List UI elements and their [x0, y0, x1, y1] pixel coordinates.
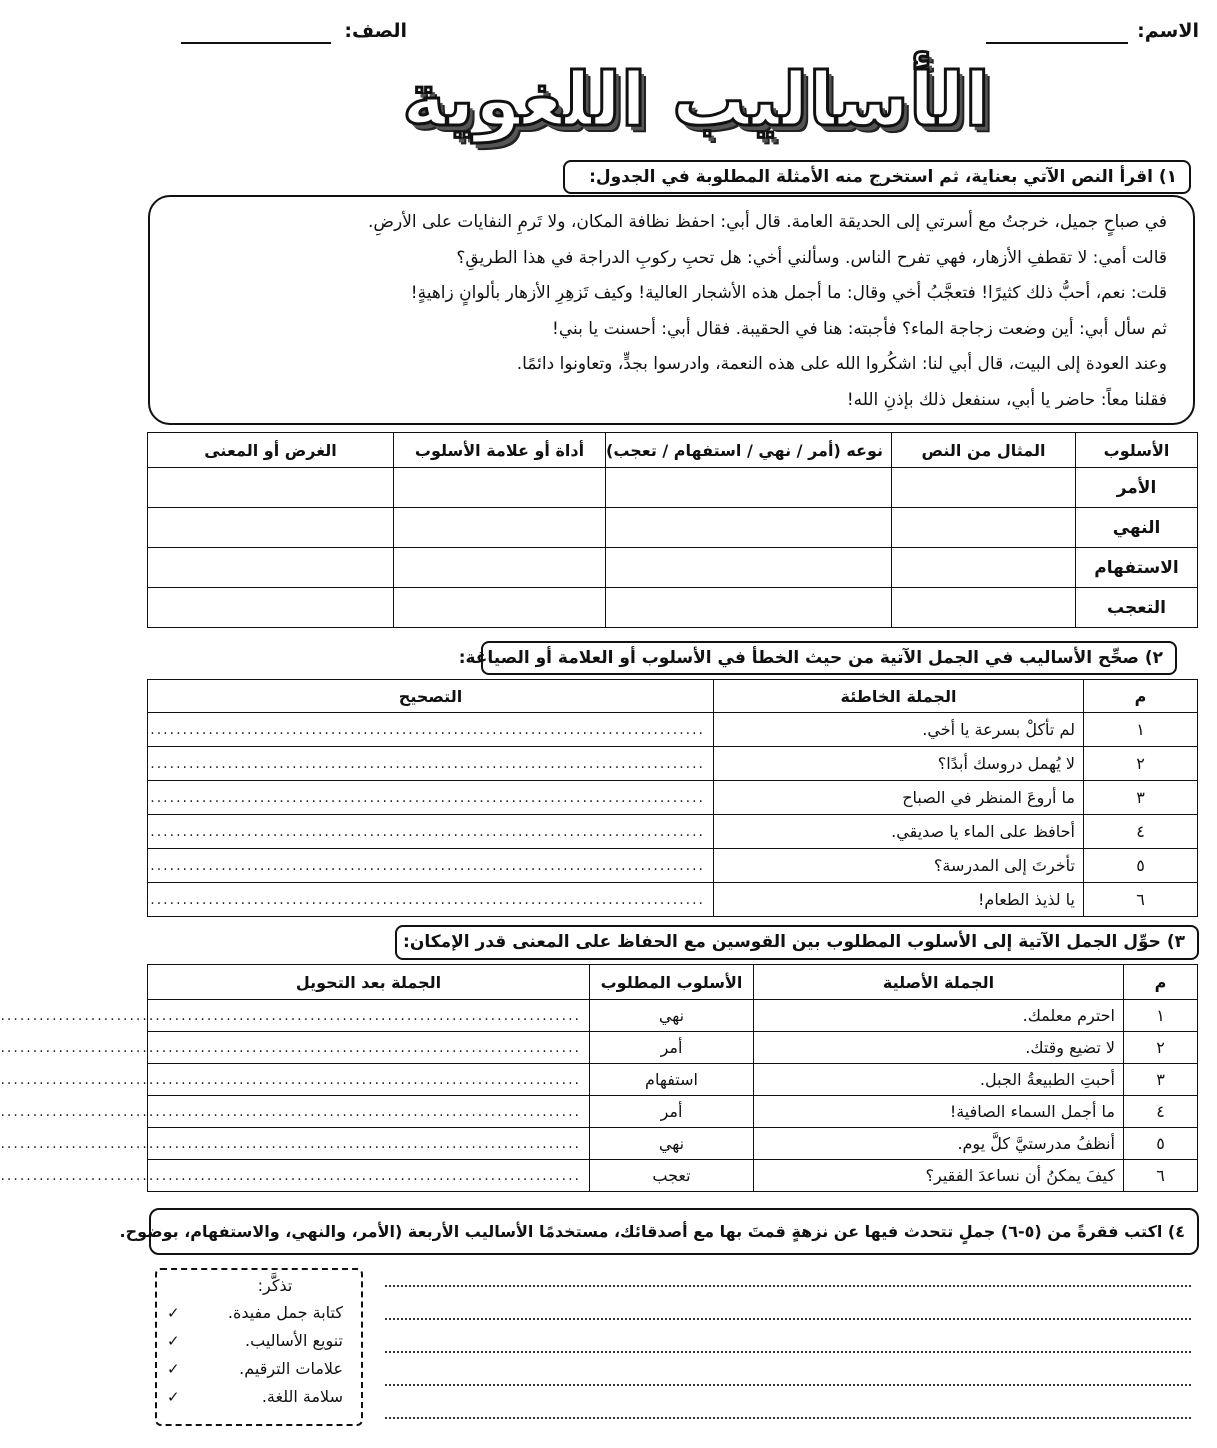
original-sentence: كيفَ يمكنُ أن نساعدَ الفقير؟ [754, 1160, 1124, 1192]
table-row [148, 588, 1198, 628]
passage-line: في صباحٍ جميل، خرجتُ مع أسرتي إلى الحديقة العامة. قال أبي: احفظ نظافة المكان، ولا تَرمِ النفايات على الأرضِ. [368, 212, 1167, 232]
table-row [148, 468, 1198, 508]
table-row [148, 747, 1198, 781]
required-style: نهي [590, 1128, 754, 1160]
answer-cell[interactable] [148, 548, 394, 588]
answer-cell[interactable] [892, 508, 1076, 548]
correction-answer-line[interactable]: ...................................................................................... [148, 883, 714, 917]
transformed-answer-line[interactable]: .......................................................................................... [148, 1032, 590, 1064]
table-row [148, 1160, 1198, 1192]
row-number: ١ [1084, 713, 1198, 747]
row-number: ٤ [1124, 1096, 1198, 1128]
row-number: ١ [1124, 1000, 1198, 1032]
transformed-answer-line[interactable]: .......................................................................................... [148, 1096, 590, 1128]
remember-item-text: سلامة اللغة. [261, 1387, 343, 1406]
table-row [148, 1032, 1198, 1064]
name-blank-line[interactable] [986, 42, 1128, 44]
wrong-sentence: تأخرتَ إلى المدرسة؟ [714, 849, 1084, 883]
remember-item-text: علامات الترقيم. [239, 1359, 343, 1378]
transformed-answer-line[interactable]: .......................................................................................... [148, 1160, 590, 1192]
col-header-number: م [1084, 680, 1198, 713]
table-row [148, 883, 1198, 917]
q2-instruction: ٢) صحِّح الأساليب في الجمل الآتية من حيث الخطأ في الأسلوب أو العلامة أو الصياغة: [481, 641, 1177, 675]
remember-item [167, 1299, 343, 1327]
table-row [148, 1064, 1198, 1096]
table-row [148, 849, 1198, 883]
answer-cell[interactable] [606, 508, 892, 548]
q4-instruction: ٤) اكتب فقرةً من (٥-٦) جملٍ تتحدث فيها عن نزهةٍ قمتَ بها مع أصدقائك، مستخدمًا الأساليب الأربعة (الأمر، والنهي، والاستفهام، بوضوح. [149, 1208, 1199, 1255]
row-label-prohibition: النهي [1076, 508, 1198, 548]
original-sentence: أنظفُ مدرستيَّ كلَّ يوم. [754, 1128, 1124, 1160]
col-header-type: نوعه (أمر / نهي / استفهام / تعجب) [606, 433, 892, 468]
passage-line: فقلنا معاً: حاضر يا أبي، سنفعل ذلك بإذنِ الله! [846, 389, 1167, 410]
checkmark-icon: ✓ [167, 1388, 180, 1406]
row-number: ٢ [1124, 1032, 1198, 1064]
row-number: ٥ [1124, 1128, 1198, 1160]
q1-instruction: ١) اقرأ النص الآتي بعناية، ثم استخرج منه الأمثلة المطلوبة في الجدول: [563, 160, 1191, 194]
checkmark-icon: ✓ [167, 1304, 180, 1322]
original-sentence: أحبتِ الطبيعةُ الجبل. [754, 1064, 1124, 1096]
passage-line: وعند العودة إلى البيت، قال أبي لنا: اشكُروا الله على هذه النعمة، وادرسوا بجدٍّ، وتعاونوا دائمًا. [516, 354, 1167, 374]
answer-cell[interactable] [606, 588, 892, 628]
original-sentence: لا تضيع وقتك. [754, 1032, 1124, 1064]
col-header-transformed-sentence: الجملة بعد التحويل [148, 965, 590, 1000]
transformed-answer-line[interactable]: .......................................................................................... [148, 1128, 590, 1160]
wrong-sentence: ما أروعَ المنظر في الصباح [714, 781, 1084, 815]
row-number: ٢ [1084, 747, 1198, 781]
wrong-sentence: أحافظ على الماء يا صديقي. [714, 815, 1084, 849]
row-number: ٤ [1084, 815, 1198, 849]
col-header-tool: أداة أو علامة الأسلوب [394, 433, 606, 468]
row-number: ٣ [1084, 781, 1198, 815]
remember-box [155, 1268, 363, 1426]
required-style: أمر [590, 1096, 754, 1128]
answer-cell[interactable] [148, 508, 394, 548]
remember-item [167, 1383, 343, 1411]
passage-box [148, 195, 1195, 425]
row-label-question: الاستفهام [1076, 548, 1198, 588]
writing-line[interactable] [385, 1318, 1191, 1320]
row-label-exclamation: التعجب [1076, 588, 1198, 628]
transformed-answer-line[interactable]: .......................................................................................... [148, 1064, 590, 1096]
remember-item [167, 1355, 343, 1383]
styles-extraction-table [147, 432, 1198, 628]
row-label-command: الأمر [1076, 468, 1198, 508]
checkmark-icon: ✓ [167, 1332, 180, 1350]
row-number: ٣ [1124, 1064, 1198, 1096]
answer-cell[interactable] [148, 468, 394, 508]
writing-line[interactable] [385, 1285, 1191, 1287]
checkmark-icon: ✓ [167, 1360, 180, 1378]
original-sentence: احترم معلمك. [754, 1000, 1124, 1032]
answer-cell[interactable] [394, 508, 606, 548]
class-blank-line[interactable] [181, 42, 331, 44]
writing-line[interactable] [385, 1417, 1191, 1419]
col-header-original-sentence: الجملة الأصلية [754, 965, 1124, 1000]
table-row [148, 548, 1198, 588]
wrong-sentence: لم تأكلْ بسرعة يا أخي. [714, 713, 1084, 747]
remember-item [167, 1327, 343, 1355]
correction-answer-line[interactable]: ...................................................................................... [148, 713, 714, 747]
transformed-answer-line[interactable]: .......................................................................................... [148, 1000, 590, 1032]
table-row [148, 508, 1198, 548]
passage-line: قالت أمي: لا تقطفِ الأزهار، فهي تفرح الناس. وسألني أخي: هل تحبِ ركوبِ الدراجة في هذا الطريقِ؟ [456, 247, 1167, 268]
answer-cell[interactable] [892, 468, 1076, 508]
table-row [148, 815, 1198, 849]
name-label: الاسم: [1137, 20, 1199, 42]
table-row [148, 1128, 1198, 1160]
col-header-purpose: الغرض أو المعنى [148, 433, 394, 468]
transformation-table [0, 964, 1198, 1192]
page-title: الأساليب اللغوية [402, 57, 990, 143]
correction-answer-line[interactable]: ...................................................................................... [148, 747, 714, 781]
required-style: استفهام [590, 1064, 754, 1096]
col-header-required-style: الأسلوب المطلوب [590, 965, 754, 1000]
answer-cell[interactable] [606, 548, 892, 588]
remember-item-text: تنويع الأساليب. [245, 1331, 343, 1350]
col-header-wrong-sentence: الجملة الخاطئة [714, 680, 1084, 713]
wrong-sentence: يا لذيذ الطعام! [714, 883, 1084, 917]
col-header-number: م [1124, 965, 1198, 1000]
row-number: ٦ [1124, 1160, 1198, 1192]
table-row [148, 1000, 1198, 1032]
correction-table [147, 679, 1198, 917]
correction-answer-line[interactable]: ...................................................................................... [148, 781, 714, 815]
answer-cell[interactable] [394, 468, 606, 508]
q3-instruction: ٣) حوِّل الجمل الآتية إلى الأسلوب المطلوب بين القوسين مع الحفاظ على المعنى قدر الإمكان: [395, 925, 1199, 960]
class-label: الصف: [344, 20, 407, 42]
wrong-sentence: لا يُهمل دروسك أبدًا؟ [714, 747, 1084, 781]
answer-cell[interactable] [892, 588, 1076, 628]
remember-item-text: كتابة جمل مفيدة. [227, 1303, 343, 1322]
answer-cell[interactable] [892, 548, 1076, 588]
remember-title: تذكَّر: [257, 1276, 293, 1295]
table-row [148, 781, 1198, 815]
col-header-correction: التصحيح [148, 680, 714, 713]
answer-cell[interactable] [394, 588, 606, 628]
writing-line[interactable] [385, 1384, 1191, 1386]
table-row [148, 1096, 1198, 1128]
writing-line[interactable] [385, 1351, 1191, 1353]
col-header-style: الأسلوب [1076, 433, 1198, 468]
table-row [148, 713, 1198, 747]
passage-line: ثم سأل أبي: أين وضعت زجاجة الماء؟ فأجبته: هنا في الحقيبة. فقال أبي: أحسنت يا بني! [552, 318, 1167, 339]
answer-cell[interactable] [606, 468, 892, 508]
col-header-example: المثال من النص [892, 433, 1076, 468]
required-style: تعجب [590, 1160, 754, 1192]
passage-line: قلت: نعم، أحبُّ ذلك كثيرًا! فتعجَّبُ أخي وقال: ما أجمل هذه الأشجار العالية! وكيف تَزهِرِ الأزهار بألوانٍ زاهيةٍ! [410, 283, 1167, 303]
required-style: نهي [590, 1000, 754, 1032]
answer-cell[interactable] [394, 548, 606, 588]
row-number: ٥ [1084, 849, 1198, 883]
correction-answer-line[interactable]: ...................................................................................... [148, 849, 714, 883]
answer-cell[interactable] [148, 588, 394, 628]
row-number: ٦ [1084, 883, 1198, 917]
original-sentence: ما أجمل السماء الصافية! [754, 1096, 1124, 1128]
correction-answer-line[interactable]: ...................................................................................... [148, 815, 714, 849]
required-style: أمر [590, 1032, 754, 1064]
